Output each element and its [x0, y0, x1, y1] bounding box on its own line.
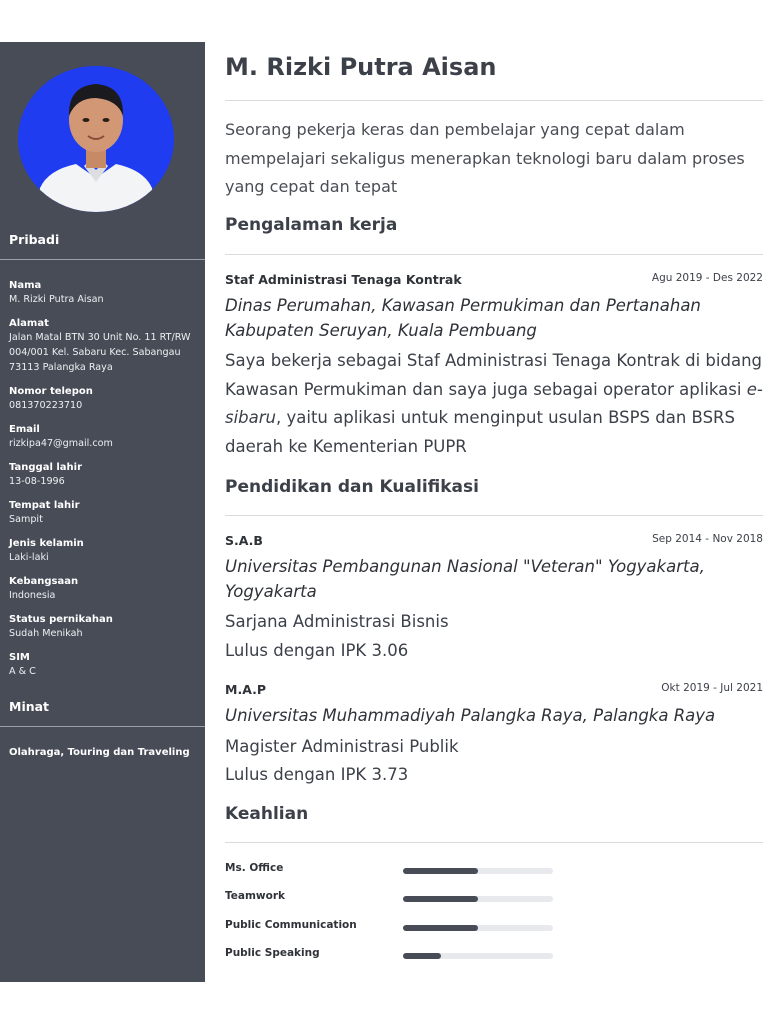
field-birth-place [9, 499, 205, 527]
skill-level-fill [403, 953, 441, 959]
candidate-name: M. Rizki Putra Aisan [225, 53, 497, 81]
person-portrait-icon [18, 66, 174, 212]
field-label: Jenis kelamin [9, 538, 84, 549]
skill-row [225, 890, 763, 906]
skill-bar [403, 868, 553, 874]
graduation-gpa: Lulus dengan IPK 3.73 [225, 765, 409, 784]
skill-level-fill [403, 896, 478, 902]
experience-divider [225, 254, 763, 255]
skill-row [225, 919, 763, 935]
job-organization: Dinas Perumahan, Kawasan Permukiman dan Pertanahan Kabupaten Seruyan, Kuala Pembuang [225, 296, 701, 340]
skill-level-fill [403, 868, 478, 874]
degree-abbr: M.A.P [225, 682, 267, 697]
skill-row [225, 862, 763, 878]
education-date: Sep 2014 - Nov 2018 [652, 533, 763, 545]
skills-heading: Keahlian [225, 804, 309, 824]
profile-summary: Seorang pekerja keras dan pembelajar yang cepat dalam mempelajari sekaligus menerapkan teknologi baru dalam proses yang cepat dan tepat [225, 120, 745, 196]
institution: Universitas Pembangunan Nasional "Veteran" Yogyakarta, Yogyakarta [225, 557, 705, 601]
education-date: Okt 2019 - Jul 2021 [661, 682, 763, 694]
field-nationality [9, 575, 205, 603]
field-value: Jalan Matal BTN 30 Unit No. 11 RT/RW 004/001 Kel. Sabaru Kec. Sabangau 73113 Palangka Raya [9, 332, 191, 373]
job-title: Staf Administrasi Tenaga Kontrak [225, 272, 462, 287]
field-value: Sudah Menikah [9, 628, 83, 639]
field-value: 081370223710 [9, 400, 83, 411]
field-gender [9, 537, 205, 565]
personal-heading: Pribadi [9, 232, 60, 247]
field-name [9, 279, 205, 307]
field-label: Nomor telepon [9, 386, 93, 397]
job-description [225, 347, 763, 461]
field-phone [9, 385, 205, 413]
skill-bar [403, 925, 553, 931]
degree-name: Sarjana Administrasi Bisnis [225, 612, 449, 631]
field-birth-date [9, 461, 205, 489]
field-label: Tempat lahir [9, 500, 80, 511]
degree-abbr: S.A.B [225, 533, 263, 548]
experience-heading: Pengalaman kerja [225, 215, 398, 235]
app-name: e-sibaru [225, 379, 763, 427]
field-label: SIM [9, 652, 30, 663]
interests-text: Olahraga, Touring dan Traveling [9, 747, 190, 758]
field-email [9, 423, 205, 451]
field-value: Sampit [9, 514, 43, 525]
field-label: Alamat [9, 318, 49, 329]
field-value: 13-08-1996 [9, 476, 65, 487]
skill-name: Teamwork [225, 890, 285, 902]
field-value: M. Rizki Putra Aisan [9, 294, 104, 305]
skills-divider [225, 842, 763, 843]
field-value: Laki-laki [9, 552, 49, 563]
field-address [9, 317, 205, 375]
field-label: Status pernikahan [9, 614, 113, 625]
skill-name: Public Communication [225, 919, 357, 931]
skill-bar [403, 953, 553, 959]
field-label: Email [9, 424, 40, 435]
field-label: Kebangsaan [9, 576, 79, 587]
interests-divider [0, 726, 205, 727]
skill-row [225, 947, 763, 963]
job-description-text: , yaitu aplikasi untuk menginput usulan BSPS dan BSRS daerah ke Kementerian PUPR [225, 408, 735, 456]
name-divider [225, 100, 763, 101]
field-marital-status [9, 613, 205, 641]
field-license [9, 651, 205, 679]
institution: Universitas Muhammadiyah Palangka Raya, Palangka Raya [225, 706, 716, 725]
skill-name: Ms. Office [225, 862, 284, 874]
education-heading: Pendidikan dan Kualifikasi [225, 477, 479, 497]
field-value: A & C [9, 666, 36, 677]
profile-photo [18, 66, 174, 212]
field-label: Nama [9, 280, 42, 291]
degree-name: Magister Administrasi Publik [225, 737, 459, 756]
personal-divider [0, 259, 205, 260]
interests-heading: Minat [9, 699, 50, 714]
education-divider [225, 515, 763, 516]
field-label: Tanggal lahir [9, 462, 83, 473]
skill-bar [403, 896, 553, 902]
field-value: Indonesia [9, 590, 56, 601]
field-value: rizkipa47@gmail.com [9, 438, 113, 449]
skill-level-fill [403, 925, 478, 931]
job-date: Agu 2019 - Des 2022 [651, 272, 763, 284]
job-description-text: Saya bekerja sebagai Staf Administrasi Tenaga Kontrak di bidang Kawasan Permukiman dan saya juga sebagai operator aplikasi [225, 351, 762, 399]
graduation-gpa: Lulus dengan IPK 3.06 [225, 641, 409, 660]
sidebar [0, 42, 205, 982]
skill-name: Public Speaking [225, 947, 320, 959]
